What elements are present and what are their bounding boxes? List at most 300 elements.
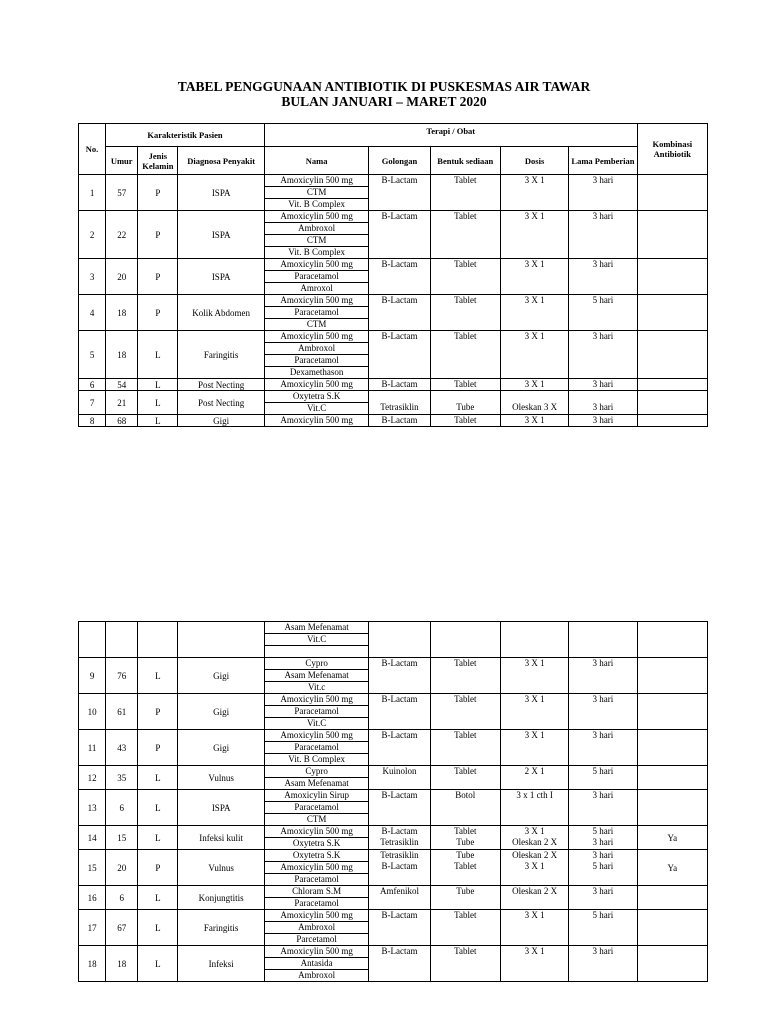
- cell-lama: [569, 211, 637, 259]
- cell-bentuk: [430, 766, 500, 790]
- cell-nama-line: [265, 645, 368, 657]
- cell-diagnosa: Vulnus: [178, 766, 264, 790]
- cell-jenis-kelamin: L: [138, 415, 178, 427]
- cell-dosis: [500, 730, 568, 766]
- cell-dosis-line: Oleskan 2 X: [512, 850, 558, 860]
- header-terapi: Terapi / Obat: [264, 124, 637, 147]
- cell-lama-line: 3 hari: [592, 175, 614, 185]
- cell-lama: [569, 175, 637, 211]
- cell-nama-line: Amoxicylin 500 mg: [280, 946, 353, 956]
- cell-lama-line: 3 hari: [592, 211, 614, 221]
- cell-dosis-line: 3 X 1: [524, 415, 545, 425]
- cell-nama-line: Ambroxol: [265, 342, 368, 354]
- header-diagnosa: Diagnosa Penyakit: [178, 147, 264, 175]
- cell-golongan-line: B-Lactam: [381, 694, 418, 704]
- cell-golongan: [369, 766, 430, 790]
- cell-lama-line: 3 hari: [592, 658, 614, 668]
- cell-jenis-kelamin: L: [138, 658, 178, 694]
- cell-no: 16: [79, 886, 106, 910]
- cell-umur: 35: [106, 766, 138, 790]
- cell-lama-line: 3 hari: [592, 379, 614, 389]
- cell-kombinasi: [637, 391, 707, 415]
- cell-lama: [569, 886, 637, 910]
- cell-dosis-line: 3 X 1: [524, 331, 545, 341]
- antibiotic-table-part1: [78, 123, 708, 427]
- cell-bentuk: [430, 658, 500, 694]
- cell-lama-line: 5 hari: [592, 295, 614, 305]
- cell-bentuk-line: Tablet: [454, 946, 477, 956]
- header-umur: Umur: [106, 147, 138, 175]
- cell-lama: [569, 259, 637, 295]
- cell-diagnosa: ISPA: [178, 211, 264, 259]
- cell-golongan-line: B-Lactam: [381, 331, 418, 341]
- cell-nama: [264, 391, 368, 415]
- cell-no: [79, 622, 106, 658]
- cell-golongan: [369, 211, 430, 259]
- cell-lama: [569, 766, 637, 790]
- cell-umur: 67: [106, 910, 138, 946]
- cell-kombinasi: Ya: [637, 826, 707, 850]
- cell-nama: [264, 886, 368, 910]
- cell-jenis-kelamin: L: [138, 790, 178, 826]
- table-row: [79, 622, 708, 658]
- cell-nama-line: Vit. B Complex: [265, 246, 368, 258]
- cell-kombinasi: [637, 379, 707, 391]
- cell-golongan: [369, 886, 430, 910]
- table-row: [79, 658, 708, 694]
- cell-lama-line: 3 hari: [592, 946, 614, 956]
- cell-nama-line: Cypro: [305, 766, 328, 776]
- cell-lama: [569, 415, 637, 427]
- cell-jenis-kelamin: L: [138, 391, 178, 415]
- cell-golongan: [369, 730, 430, 766]
- cell-lama: [569, 379, 637, 391]
- cell-no: 8: [79, 415, 106, 427]
- cell-dosis-line: [501, 622, 568, 633]
- cell-bentuk: [430, 730, 500, 766]
- cell-dosis: [500, 175, 568, 211]
- cell-bentuk: [430, 622, 500, 658]
- cell-diagnosa: Gigi: [178, 730, 264, 766]
- cell-no: 15: [79, 850, 106, 886]
- cell-dosis-line: Oleskan 3 X: [512, 402, 558, 412]
- cell-no: 4: [79, 295, 106, 331]
- cell-diagnosa: Faringitis: [178, 331, 264, 379]
- cell-lama-line: 3 hari: [592, 694, 614, 704]
- cell-no: 3: [79, 259, 106, 295]
- cell-umur: 18: [106, 295, 138, 331]
- cell-dosis-line: 3 X 1: [524, 658, 545, 668]
- cell-nama-line: Asam Mefenamat: [284, 622, 349, 632]
- cell-golongan-line: B-Lactam: [381, 259, 418, 269]
- cell-diagnosa: [178, 622, 264, 658]
- cell-umur: 54: [106, 379, 138, 391]
- cell-no: 5: [79, 331, 106, 379]
- cell-golongan-line: Tetrasiklin: [380, 837, 419, 847]
- cell-bentuk-line: [431, 391, 500, 402]
- cell-golongan-line: [369, 622, 429, 633]
- cell-dosis: [500, 259, 568, 295]
- cell-kombinasi: Ya: [637, 850, 707, 886]
- cell-umur: 18: [106, 331, 138, 379]
- cell-nama-line: Asam Mefenamat: [265, 777, 368, 789]
- cell-nama: [264, 259, 368, 295]
- cell-bentuk: [430, 175, 500, 211]
- cell-bentuk-line: Tablet: [454, 175, 477, 185]
- cell-jenis-kelamin: L: [138, 766, 178, 790]
- cell-umur: 20: [106, 850, 138, 886]
- cell-nama-line: Amoxicylin 500 mg: [280, 211, 353, 221]
- cell-no: 18: [79, 946, 106, 982]
- cell-dosis-line: 3 X 1: [524, 259, 545, 269]
- cell-lama: [569, 826, 637, 850]
- cell-no: 1: [79, 175, 106, 211]
- cell-bentuk: [430, 694, 500, 730]
- cell-bentuk-line: Tablet: [454, 910, 477, 920]
- cell-dosis-line: 3 X 1: [524, 861, 545, 871]
- cell-diagnosa: Konjungtitis: [178, 886, 264, 910]
- table-row: [79, 379, 708, 391]
- cell-kombinasi: [637, 730, 707, 766]
- cell-umur: 21: [106, 391, 138, 415]
- cell-nama-line: Amoxicylin 500 mg: [265, 861, 368, 873]
- cell-no: 14: [79, 826, 106, 850]
- cell-kombinasi: [637, 790, 707, 826]
- cell-bentuk-line: Tablet: [454, 694, 477, 704]
- header-golongan: Golongan: [369, 147, 430, 175]
- cell-lama-line: 3 hari: [592, 402, 614, 412]
- cell-bentuk-line: Tablet: [454, 826, 477, 836]
- cell-jenis-kelamin: P: [138, 295, 178, 331]
- cell-lama-line: 5 hari: [592, 910, 614, 920]
- cell-umur: 57: [106, 175, 138, 211]
- cell-golongan-line: [369, 391, 429, 402]
- table-row: [79, 826, 708, 850]
- header-karakteristik: Karakteristik Pasien: [106, 124, 265, 147]
- cell-golongan-line: B-Lactam: [381, 415, 418, 425]
- cell-bentuk: [430, 259, 500, 295]
- cell-golongan-line: Amfenikol: [379, 886, 419, 896]
- cell-lama: [569, 850, 637, 886]
- cell-bentuk: [430, 415, 500, 427]
- cell-bentuk: [430, 946, 500, 982]
- table-row: [79, 910, 708, 946]
- cell-lama-line: 3 hari: [592, 331, 614, 341]
- table-row: [79, 730, 708, 766]
- cell-diagnosa: Gigi: [178, 694, 264, 730]
- cell-nama-line: Amoxicylin 500 mg: [280, 910, 353, 920]
- cell-dosis-line: 3 X 1: [524, 694, 545, 704]
- cell-golongan-line: B-Lactam: [381, 861, 418, 871]
- cell-lama: [569, 910, 637, 946]
- cell-nama-line: Vit.C: [265, 633, 368, 645]
- cell-no: 10: [79, 694, 106, 730]
- cell-dosis: [500, 766, 568, 790]
- cell-umur: 6: [106, 886, 138, 910]
- table-row: [79, 766, 708, 790]
- cell-golongan-line: B-Lactam: [381, 658, 418, 668]
- cell-diagnosa: Faringitis: [178, 910, 264, 946]
- cell-kombinasi: [637, 946, 707, 982]
- cell-lama-line: 5 hari: [592, 766, 614, 776]
- cell-nama-line: Amoxicylin 500 mg: [280, 331, 353, 341]
- cell-nama-line: Paracetamol: [265, 354, 368, 366]
- cell-lama-line: 5 hari: [592, 861, 614, 871]
- cell-bentuk: [430, 910, 500, 946]
- cell-dosis: [500, 379, 568, 391]
- cell-nama-line: Paracetamol: [265, 306, 368, 318]
- cell-kombinasi: [637, 211, 707, 259]
- cell-diagnosa: ISPA: [178, 259, 264, 295]
- cell-nama-line: Oxytetra S.K: [265, 837, 368, 849]
- cell-jenis-kelamin: L: [138, 910, 178, 946]
- cell-umur: 20: [106, 259, 138, 295]
- cell-umur: 68: [106, 415, 138, 427]
- cell-dosis: [500, 415, 568, 427]
- cell-kombinasi: [637, 331, 707, 379]
- cell-golongan: [369, 694, 430, 730]
- cell-nama: [264, 790, 368, 826]
- cell-dosis: [500, 826, 568, 850]
- cell-golongan: [369, 790, 430, 826]
- cell-bentuk: [430, 211, 500, 259]
- cell-no: 17: [79, 910, 106, 946]
- cell-bentuk-line: Tablet: [454, 730, 477, 740]
- cell-bentuk-line: Tablet: [454, 211, 477, 221]
- cell-lama-line: 5 hari: [592, 826, 614, 836]
- cell-golongan-line: B-Lactam: [381, 730, 418, 740]
- cell-lama-line: 3 hari: [592, 790, 614, 800]
- cell-golongan: [369, 175, 430, 211]
- cell-dosis: [500, 850, 568, 886]
- cell-lama: [569, 730, 637, 766]
- cell-nama: [264, 910, 368, 946]
- cell-golongan-line: B-Lactam: [381, 175, 418, 185]
- cell-golongan: [369, 850, 430, 886]
- header-jenis-kelamin: Jenis Kelamin: [138, 147, 178, 175]
- table-row: [79, 946, 708, 982]
- cell-dosis-line: 3 X 1: [524, 295, 545, 305]
- cell-nama-line: Amoxicylin 500 mg: [280, 379, 353, 389]
- cell-nama: [264, 766, 368, 790]
- cell-jenis-kelamin: P: [138, 730, 178, 766]
- cell-kombinasi: [637, 658, 707, 694]
- cell-kombinasi: [637, 886, 707, 910]
- table-row: [79, 211, 708, 259]
- cell-jenis-kelamin: L: [138, 946, 178, 982]
- cell-nama-line: Paracetamol: [265, 270, 368, 282]
- cell-bentuk-line: [431, 622, 500, 633]
- cell-diagnosa: Post Necting: [178, 391, 264, 415]
- cell-golongan: [369, 391, 430, 415]
- cell-nama-line: Antasida: [265, 957, 368, 969]
- cell-dosis-line: 3 x 1 cth I: [516, 790, 553, 800]
- cell-nama-line: Cypro: [305, 658, 328, 668]
- cell-dosis: [500, 910, 568, 946]
- cell-kombinasi: [637, 694, 707, 730]
- cell-diagnosa: Gigi: [178, 415, 264, 427]
- cell-nama-line: Paracetamol: [265, 873, 368, 885]
- cell-diagnosa: ISPA: [178, 790, 264, 826]
- cell-no: 13: [79, 790, 106, 826]
- cell-nama-line: Vit.C: [265, 717, 368, 729]
- cell-bentuk-line: Tube: [456, 886, 475, 896]
- header-dosis: Dosis: [500, 147, 568, 175]
- cell-golongan-line: B-Lactam: [381, 826, 418, 836]
- document-title-line1: TABEL PENGGUNAAN ANTIBIOTIK DI PUSKESMAS AIR TAWAR: [177, 79, 591, 94]
- cell-lama: [569, 295, 637, 331]
- cell-nama: [264, 331, 368, 379]
- table-row: [79, 850, 708, 886]
- cell-nama-line: Amoxicylin 500 mg: [280, 259, 353, 269]
- cell-lama: [569, 658, 637, 694]
- cell-jenis-kelamin: [138, 622, 178, 658]
- cell-dosis-line: 3 X 1: [524, 175, 545, 185]
- cell-jenis-kelamin: P: [138, 259, 178, 295]
- cell-nama-line: CTM: [265, 234, 368, 246]
- cell-nama: [264, 850, 368, 886]
- cell-nama-line: Chloram S.M: [292, 886, 342, 896]
- cell-golongan-line: B-Lactam: [381, 946, 418, 956]
- cell-umur: 61: [106, 694, 138, 730]
- cell-kombinasi: [637, 766, 707, 790]
- cell-nama: [264, 658, 368, 694]
- cell-lama-line: 3 hari: [592, 259, 614, 269]
- cell-bentuk-line: Tablet: [454, 295, 477, 305]
- cell-golongan: [369, 295, 430, 331]
- cell-nama: [264, 694, 368, 730]
- cell-bentuk: [430, 850, 500, 886]
- cell-bentuk-line: Tablet: [454, 379, 477, 389]
- cell-diagnosa: Kolik Abdomen: [178, 295, 264, 331]
- cell-bentuk-line: Tube: [456, 850, 475, 860]
- cell-bentuk: [430, 886, 500, 910]
- cell-dosis-line: Oleskan 2 X: [512, 886, 558, 896]
- cell-dosis-line: 3 X 1: [524, 910, 545, 920]
- cell-nama-line: CTM: [265, 318, 368, 330]
- cell-dosis: [500, 211, 568, 259]
- cell-jenis-kelamin: P: [138, 175, 178, 211]
- cell-bentuk: [430, 790, 500, 826]
- cell-dosis-line: Oleskan 2 X: [512, 837, 558, 847]
- cell-nama-line: Oxytetra S.K: [292, 850, 341, 860]
- cell-nama: [264, 826, 368, 850]
- cell-dosis: [500, 946, 568, 982]
- cell-nama: [264, 946, 368, 982]
- cell-nama-line: Amoxicylin 500 mg: [280, 694, 353, 704]
- cell-golongan: [369, 946, 430, 982]
- cell-nama-line: Asam Mefenamat: [265, 669, 368, 681]
- cell-lama-line: 3 hari: [592, 415, 614, 425]
- cell-no: 11: [79, 730, 106, 766]
- cell-nama-line: CTM: [265, 186, 368, 198]
- table-row: [79, 331, 708, 379]
- cell-nama-line: Amoxicylin Sirup: [284, 790, 349, 800]
- cell-nama: [264, 379, 368, 391]
- table-row: [79, 295, 708, 331]
- cell-dosis: [500, 658, 568, 694]
- cell-jenis-kelamin: L: [138, 331, 178, 379]
- cell-golongan-line: Kuinolon: [382, 766, 417, 776]
- cell-nama-line: Ambroxol: [265, 921, 368, 933]
- cell-nama-line: CTM: [265, 813, 368, 825]
- cell-lama-line: [569, 622, 636, 633]
- cell-golongan: [369, 379, 430, 391]
- cell-nama-line: Vit. B Complex: [265, 198, 368, 210]
- cell-nama-line: Ambroxol: [265, 969, 368, 981]
- cell-golongan: [369, 622, 430, 658]
- table-row: [79, 694, 708, 730]
- cell-nama-line: Amoxicylin 500 mg: [280, 730, 353, 740]
- cell-nama-line: Dexamethason: [265, 366, 368, 378]
- cell-bentuk-line: Tube: [456, 402, 475, 412]
- cell-golongan-line: B-Lactam: [381, 910, 418, 920]
- cell-bentuk-line: Tube: [456, 837, 475, 847]
- antibiotic-table-part2: [78, 621, 708, 982]
- cell-umur: 76: [106, 658, 138, 694]
- cell-umur: 6: [106, 790, 138, 826]
- cell-nama-line: Ambroxol: [265, 222, 368, 234]
- cell-bentuk-line: Tablet: [454, 331, 477, 341]
- cell-dosis: [500, 295, 568, 331]
- cell-diagnosa: Gigi: [178, 658, 264, 694]
- cell-lama: [569, 331, 637, 379]
- cell-kombinasi: [637, 259, 707, 295]
- table-row: [79, 391, 708, 415]
- cell-no: 6: [79, 379, 106, 391]
- cell-dosis: [500, 391, 568, 415]
- cell-nama: [264, 415, 368, 427]
- cell-golongan-line: Tetrasiklin: [380, 850, 419, 860]
- cell-bentuk: [430, 331, 500, 379]
- cell-kombinasi: [637, 295, 707, 331]
- cell-no: 7: [79, 391, 106, 415]
- cell-nama: [264, 211, 368, 259]
- cell-no: 2: [79, 211, 106, 259]
- cell-lama-line: 3 hari: [592, 730, 614, 740]
- cell-dosis-line: 3 X 1: [524, 730, 545, 740]
- cell-nama: [264, 175, 368, 211]
- cell-bentuk-line: Tablet: [454, 415, 477, 425]
- cell-golongan: [369, 826, 430, 850]
- table-row: [79, 259, 708, 295]
- cell-nama-line: Amroxol: [265, 282, 368, 294]
- cell-bentuk-line: Tablet: [454, 259, 477, 269]
- cell-dosis: [500, 886, 568, 910]
- cell-bentuk: [430, 379, 500, 391]
- cell-lama: [569, 694, 637, 730]
- cell-jenis-kelamin: L: [138, 826, 178, 850]
- cell-jenis-kelamin: P: [138, 694, 178, 730]
- cell-lama-line: 3 hari: [592, 850, 614, 860]
- cell-dosis: [500, 331, 568, 379]
- cell-dosis-line: 3 X 1: [524, 379, 545, 389]
- cell-umur: 18: [106, 946, 138, 982]
- cell-nama: [264, 730, 368, 766]
- cell-umur: 15: [106, 826, 138, 850]
- cell-nama-line: Amoxicylin 500 mg: [280, 175, 353, 185]
- header-kombinasi: Kombinasi Antibiotik: [637, 124, 707, 175]
- cell-golongan-line: B-Lactam: [381, 379, 418, 389]
- cell-nama: [264, 295, 368, 331]
- cell-nama-line: Paracetamol: [265, 801, 368, 813]
- cell-golongan-line: B-Lactam: [381, 211, 418, 221]
- cell-diagnosa: Infeksi: [178, 946, 264, 982]
- cell-golongan-line: B-Lactam: [381, 790, 418, 800]
- cell-golongan-line: B-Lactam: [381, 295, 418, 305]
- cell-golongan: [369, 658, 430, 694]
- cell-golongan: [369, 910, 430, 946]
